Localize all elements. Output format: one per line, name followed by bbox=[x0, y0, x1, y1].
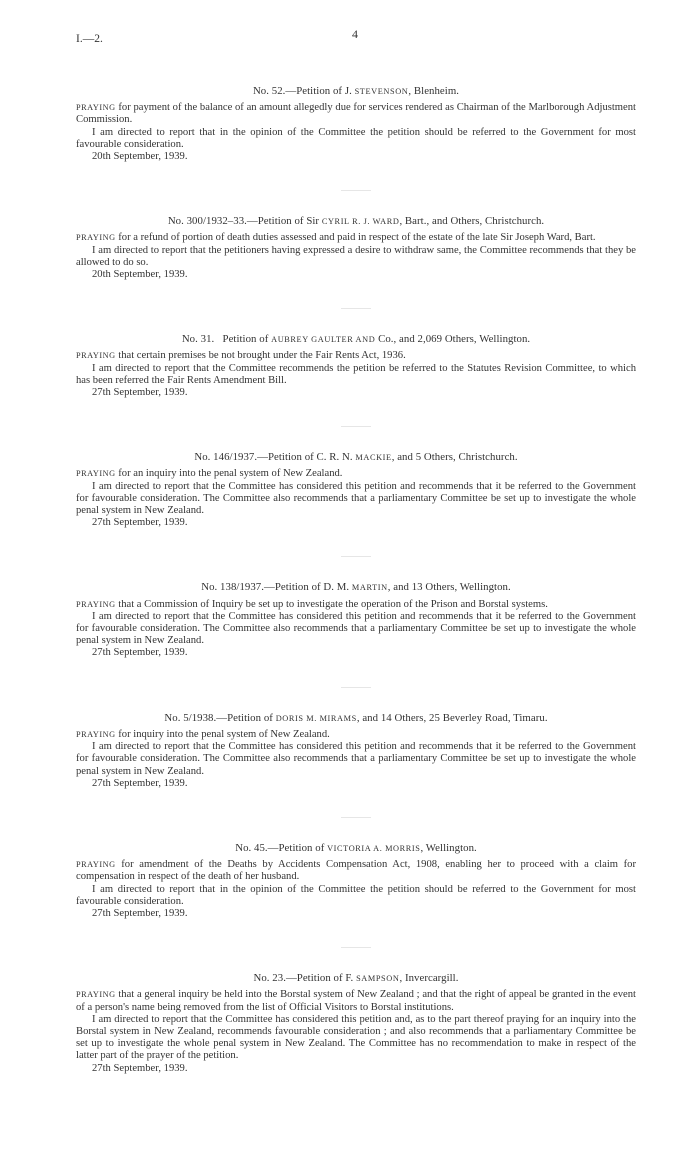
heading-prefix: No. 146/1937.—Petition of C. R. N. bbox=[194, 451, 356, 464]
petition-entry bbox=[76, 581, 636, 659]
petition-heading bbox=[76, 451, 636, 464]
section-divider bbox=[341, 426, 371, 427]
report-date: 20th September, 1939. bbox=[92, 269, 188, 281]
petition-prayer bbox=[76, 599, 636, 611]
petitioner-name: DORIS M. MIRAMS bbox=[275, 713, 357, 723]
heading-suffix: , Blenheim. bbox=[408, 85, 460, 97]
petition-entry bbox=[76, 712, 636, 790]
petition-entry bbox=[76, 972, 636, 1075]
petition-entry bbox=[76, 333, 636, 399]
report-date: 27th September, 1939. bbox=[92, 647, 188, 659]
prayer-lead: PRAYING bbox=[76, 860, 116, 870]
petitioner-name: AUBREY GAULTER AND bbox=[271, 335, 376, 345]
prayer-lead: PRAYING bbox=[76, 233, 116, 243]
petition-prayer bbox=[76, 468, 636, 480]
prayer-lead: PRAYING bbox=[76, 351, 116, 361]
petitioner-name: CYRIL R. J. WARD bbox=[321, 217, 400, 227]
section-divider bbox=[341, 556, 371, 557]
heading-prefix: No. 138/1937.—Petition of D. M. bbox=[201, 581, 352, 594]
heading-suffix: , and 14 Others, 25 Beverley Road, Timaru. bbox=[356, 711, 548, 724]
page-header bbox=[76, 27, 634, 51]
petition-prayer bbox=[76, 989, 636, 1013]
petition-heading bbox=[76, 85, 636, 98]
prayer-text: for amendment of the Deaths by Accidents Compensation Act, 1908, enabling her to proceed with a claim for compensation in respect of the death of her husband. bbox=[76, 859, 636, 883]
petition-heading bbox=[76, 842, 636, 855]
petition-entry bbox=[76, 451, 636, 529]
prayer-text: for an inquiry into the penal system of New Zealand. bbox=[115, 468, 343, 480]
heading-prefix: No. 23.—Petition of F. bbox=[253, 972, 357, 985]
report-date: 27th September, 1939. bbox=[92, 1062, 188, 1074]
petition-prayer bbox=[76, 102, 636, 126]
heading-prefix: No. 300/1932–33.—Petition of Sir bbox=[167, 215, 322, 228]
petition-entry bbox=[76, 842, 636, 920]
petition-entry bbox=[76, 85, 636, 163]
page-number: 4 bbox=[352, 27, 358, 41]
petition-prayer bbox=[76, 232, 636, 244]
heading-prefix: No. 5/1938.—Petition of bbox=[164, 711, 276, 724]
heading-suffix: , Wellington. bbox=[420, 841, 477, 854]
committee-report: I am directed to report that the petitioners having expressed a desire to withdraw same, the Committee recommends that they be allowed to do so. bbox=[76, 244, 636, 268]
committee-report: I am directed to report that the Committee recommends the petition be referred to the Statutes Revision Committee, to which has been referred the Fair Rents Amendment Bill. bbox=[76, 362, 636, 386]
prayer-lead: PRAYING bbox=[76, 990, 116, 1000]
section-divider bbox=[341, 308, 371, 309]
report-date: 27th September, 1939. bbox=[92, 517, 188, 529]
committee-report: I am directed to report that the Committee has considered this petition and, as to the part thereof praying for an inquiry into the Borstal system in New Zealand, recommends favourable consideration ; and also recommends that a parliamentary Committee be set up to investigate the whole penal system in New Zealand. The Committee has no recommendation to make in respect of the latter part of the prayer of the petition. bbox=[76, 1013, 636, 1062]
petition-prayer bbox=[76, 859, 636, 883]
prayer-text: that a Commission of Inquiry be set up to investigate the operation of the Prison and Borstal systems. bbox=[115, 598, 548, 610]
petitioner-name: STEVENSON bbox=[354, 87, 409, 96]
section-divider bbox=[341, 817, 371, 818]
petition-heading bbox=[76, 972, 636, 985]
petition-prayer bbox=[76, 350, 636, 362]
report-date: 20th September, 1939. bbox=[92, 151, 188, 163]
heading-prefix: No. 45.—Petition of bbox=[235, 841, 328, 854]
report-date: 27th September, 1939. bbox=[92, 777, 188, 789]
petitioner-name: SAMPSON bbox=[356, 974, 400, 984]
petition-list bbox=[76, 85, 636, 1075]
section-divider bbox=[341, 947, 371, 948]
petitioner-name: VICTORIA A. MORRIS bbox=[327, 843, 421, 853]
committee-report: I am directed to report that the Committee has considered this petition and recommends that it be referred to the Government for favourable consideration. The Committee also recommends that a parliamentary Committee be set up to investigate the whole penal system in New Zealand. bbox=[76, 480, 636, 517]
heading-suffix: Co., and 2,069 Others, Wellington. bbox=[375, 333, 531, 346]
heading-suffix: , and 13 Others, Wellington. bbox=[387, 581, 511, 594]
committee-report: I am directed to report that the Committee has considered this petition and recommends that it be referred to the Government for favourable consideration. The Committee also recommends that a parliamentary Committee be set up to investigate the whole penal system in New Zealand. bbox=[76, 741, 636, 777]
prayer-lead: PRAYING bbox=[76, 469, 116, 479]
petitioner-name: MACKIE bbox=[355, 453, 392, 463]
heading-suffix: , and 5 Others, Christchurch. bbox=[391, 451, 518, 464]
heading-suffix: , Invercargill. bbox=[399, 972, 459, 985]
petition-entry bbox=[76, 215, 636, 281]
report-date: 27th September, 1939. bbox=[92, 387, 188, 399]
prayer-lead: PRAYING bbox=[76, 729, 116, 739]
petition-prayer bbox=[76, 729, 636, 741]
committee-report: I am directed to report that in the opinion of the Committee the petition should be referred to the Government for most favourable consideration. bbox=[76, 126, 636, 150]
petition-heading bbox=[76, 215, 636, 228]
prayer-text: for inquiry into the penal system of New Zealand. bbox=[115, 728, 330, 740]
prayer-text: that a general inquiry be held into the Borstal system of New Zealand ; and that the right of appeal be granted in the event of a person's name being removed from the list of Official Visitors to Borstal institutions. bbox=[76, 989, 636, 1013]
prayer-text: that certain premises be not brought under the Fair Rents Act, 1936. bbox=[115, 350, 406, 362]
prayer-lead: PRAYING bbox=[76, 103, 116, 113]
report-date: 27th September, 1939. bbox=[92, 907, 188, 919]
prayer-text: for payment of the balance of an amount allegedly due for services rendered as Chairman of the Marlborough Adjustment Commission. bbox=[76, 102, 636, 126]
petition-heading bbox=[76, 712, 636, 725]
heading-prefix: No. 52.—Petition of J. bbox=[252, 85, 355, 97]
committee-report: I am directed to report that the Committee has considered this petition and recommends that it be referred to the Government for favourable consideration. The Committee also recommends that a parliamentary Committee be set up to investigate the whole penal system in New Zealand. bbox=[76, 610, 636, 647]
prayer-lead: PRAYING bbox=[76, 599, 116, 609]
heading-prefix: No. 31. Petition of bbox=[181, 333, 272, 346]
petition-heading bbox=[76, 581, 636, 594]
heading-suffix: , Bart., and Others, Christchurch. bbox=[399, 215, 545, 228]
petition-heading bbox=[76, 333, 636, 346]
section-divider bbox=[341, 190, 371, 191]
petitioner-name: MARTIN bbox=[351, 583, 388, 593]
prayer-text: for a refund of portion of death duties assessed and paid in respect of the estate of the late Sir Joseph Ward, Bart. bbox=[115, 232, 596, 244]
document-reference: I.—2. bbox=[76, 33, 103, 45]
committee-report: I am directed to report that in the opinion of the Committee the petition should be referred to the Government for most favourable consideration. bbox=[76, 883, 636, 907]
section-divider bbox=[341, 687, 371, 688]
